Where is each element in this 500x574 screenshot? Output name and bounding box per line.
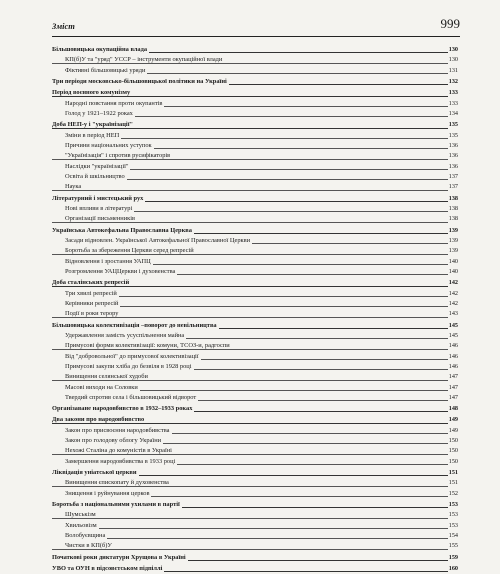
toc-entry-page: 150: [448, 436, 458, 446]
toc-subsection-entry: [52, 531, 458, 541]
toc-entry-title: Винищення єпископату й духовенства: [52, 479, 171, 486]
toc-entry-page: 138: [448, 204, 458, 214]
toc-entry-page: 130: [448, 45, 458, 55]
toc-leader-line: [52, 190, 458, 191]
toc-subsection-entry: [52, 446, 458, 456]
toc-entry-title: Боротьба за збереження Церкви серед репресій: [52, 247, 196, 254]
toc-entry-title: Боротьба з національними ухилами в партії: [52, 501, 180, 509]
toc-entry-title: Винищення селянської худоби: [52, 373, 150, 380]
toc-entry-page: 142: [448, 299, 458, 309]
toc-subsection-entry: [52, 109, 458, 119]
toc-entry-title: Організації письменників: [52, 215, 137, 222]
toc-entry-page: 147: [448, 393, 458, 403]
toc-subsection-entry: [52, 66, 458, 76]
toc-entry-title: Українська Автокефальна Православна Церква: [52, 226, 192, 234]
toc-entry-title: Доба сталінських репресій: [52, 279, 130, 287]
toc-entry-page: 132: [448, 77, 458, 87]
toc-entry-title: Період воєнного комунізму: [52, 89, 131, 97]
toc-entry-page: 147: [448, 372, 458, 382]
toc-entry-title: Початкові роки диктатури Хрущова в Україні: [52, 553, 186, 561]
toc-subsection-entry: [52, 141, 458, 151]
toc-entry-page: 146: [448, 352, 458, 362]
toc-entry-page: 139: [448, 236, 458, 246]
toc-entry-page: 150: [448, 457, 458, 467]
toc-subsection-entry: [52, 257, 458, 267]
toc-subsection-entry: [52, 151, 458, 161]
toc-entry-page: 135: [448, 120, 458, 130]
toc-entry-page: 143: [448, 309, 458, 319]
toc-entry-page: 133: [448, 88, 458, 98]
toc-entry-page: 146: [448, 341, 458, 351]
toc-entry-page: 133: [448, 99, 458, 109]
toc-subsection-entry: [52, 541, 458, 551]
toc-section-entry: [52, 415, 458, 425]
toc-subsection-entry: [52, 162, 458, 172]
toc-entry-page: 138: [448, 194, 458, 204]
toc-entry-title: Засади відновлен. Української Автокефальної Православної Церкви: [52, 237, 252, 244]
toc-entry-title: Відновлення і зростання УАПЦ: [52, 258, 153, 265]
toc-section-entry: [52, 564, 458, 574]
toc-entry-page: 152: [448, 489, 458, 499]
toc-subsection-entry: [52, 478, 458, 488]
toc-subsection-entry: [52, 309, 458, 319]
page-header: [52, 16, 460, 37]
toc-entry-title: Більшовицька окупаційна влада: [52, 46, 148, 53]
toc-section-entry: [52, 88, 458, 98]
toc-section-entry: [52, 278, 458, 288]
toc-entry-title: "Українізація" і спротив русифікаторів: [52, 152, 172, 159]
page-header-title: Зміст: [52, 21, 75, 31]
toc-subsection-entry: [52, 204, 458, 214]
toc-section-entry: [52, 500, 458, 510]
toc-subsection-entry: [52, 510, 458, 520]
toc-entry-page: 151: [448, 478, 458, 488]
toc-subsection-entry: [52, 383, 458, 393]
toc-entry-page: 145: [448, 331, 458, 341]
toc-subsection-entry: [52, 489, 458, 499]
toc-entry-title: Організаване народовбивство в 1932–1933 роках: [52, 405, 193, 413]
toc-entry-title: Голод у 1921–1922 роках: [52, 110, 135, 117]
toc-entry-page: 148: [448, 404, 458, 414]
toc-entry-title: Нехожі Сталіна до комуністів в Україні: [52, 447, 174, 454]
toc-entry-title: Освіта й шкільництво: [52, 173, 127, 180]
toc-entry-title: Твердий спротив села і більшовицький відворот: [52, 394, 198, 401]
toc-entry-title: Два закони про народовбивство: [52, 416, 145, 424]
toc-entry-title: Три періоди московсько-більшовицької політики на Україні: [52, 77, 227, 85]
toc-entry-title: Зміни в період НЕП: [52, 132, 121, 139]
toc-section-entry: [52, 226, 458, 236]
toc-entry-page: 142: [448, 289, 458, 299]
toc-subsection-entry: [52, 362, 458, 372]
toc-entry-page: 136: [448, 162, 458, 172]
toc-section-entry: [52, 45, 458, 55]
toc-entry-page: 142: [448, 278, 458, 288]
toc-entry-page: 159: [448, 553, 458, 563]
toc-entry-title: Від "добровольної" до примусової колективізації: [52, 353, 201, 360]
page-number: 999: [440, 16, 460, 31]
toc-entry-title: Масові виходи на Соловки: [52, 384, 140, 391]
toc-entry-title: Події в роки терору: [52, 310, 120, 317]
toc-entry-page: 139: [448, 246, 458, 256]
toc-section-entry: [52, 404, 458, 414]
toc-subsection-entry: [52, 372, 458, 382]
toc-entry-title: Ліквідація уніатської церкви: [52, 469, 137, 477]
toc-leader-line: [52, 528, 458, 529]
toc-subsection-entry: [52, 131, 458, 141]
toc-entry-title: Літературний і мистецький рух: [52, 194, 144, 202]
toc-entry-title: Причини національних уступок: [52, 142, 154, 149]
toc-entry-page: 131: [448, 66, 458, 76]
toc-subsection-entry: [52, 436, 458, 446]
toc-entry-page: 147: [448, 383, 458, 393]
toc-entry-title: Народні повстання проти окупантів: [52, 100, 164, 107]
toc-subsection-entry: [52, 457, 458, 467]
toc-subsection-entry: [52, 214, 458, 224]
toc-entry-title: Хвильовізм: [52, 522, 99, 529]
toc-subsection-entry: [52, 267, 458, 277]
toc-entry-title: Закон про голодову облогу України: [52, 437, 163, 444]
toc-entry-page: 153: [448, 500, 458, 510]
toc-subsection-entry: [52, 299, 458, 309]
toc-section-entry: [52, 77, 458, 87]
toc-entry-title: Примусові форми колективізації: комуни, ТСОЗ-и, радгоспи: [52, 342, 232, 349]
toc-entry-page: 149: [448, 426, 458, 436]
toc-entry-page: 138: [448, 214, 458, 224]
toc-entry-page: 136: [448, 151, 458, 161]
toc-entry-title: Закон про присвоєння народовбивства: [52, 427, 172, 434]
toc-subsection-entry: [52, 236, 458, 246]
toc-entry-page: 136: [448, 141, 458, 151]
toc-entry-page: 150: [448, 446, 458, 456]
toc-section-entry: [52, 553, 458, 563]
toc-entry-title: Волобуєвщина: [52, 532, 107, 539]
toc-subsection-entry: [52, 289, 458, 299]
toc-entry-page: 135: [448, 131, 458, 141]
toc-subsection-entry: [52, 331, 458, 341]
toc-subsection-entry: [52, 393, 458, 403]
toc-entry-title: Розгромлення УАЦЦеркви і духовенства: [52, 268, 177, 275]
toc-entry-title: КП(б)У та "уряд" УССР – інструменти окупаційної влади: [52, 56, 224, 63]
toc-entry-title: Чистки в КП(б)У: [52, 542, 114, 549]
toc-entry-title: Три хвилі репресій: [52, 290, 119, 297]
toc-section-entry: [52, 120, 458, 130]
toc-entry-page: 154: [448, 531, 458, 541]
toc-entry-page: 155: [448, 541, 458, 551]
toc-entry-page: 140: [448, 257, 458, 267]
toc-entry-page: 134: [448, 109, 458, 119]
toc-entry-title: Наслідки "українізації": [52, 163, 130, 170]
toc-entry-page: 130: [448, 55, 458, 65]
toc-entry-page: 140: [448, 267, 458, 277]
toc-entry-page: 153: [448, 510, 458, 520]
toc-entry-page: 146: [448, 362, 458, 372]
toc-subsection-entry: [52, 55, 458, 65]
toc-entry-page: 151: [448, 468, 458, 478]
toc-section-entry: [52, 321, 458, 331]
toc-leader-line: [52, 538, 458, 539]
toc-entry-title: Примусові закупи хліба до безвіля в 1928 році: [52, 363, 194, 370]
toc-entry-page: 137: [448, 182, 458, 192]
toc-entry-page: 139: [448, 226, 458, 236]
toc-entry-page: 160: [448, 564, 458, 574]
toc-entry-title: Фіктивні більшовицькі уряди: [52, 67, 147, 74]
toc-entry-title: Наука: [52, 183, 83, 190]
toc-subsection-entry: [52, 246, 458, 256]
toc-subsection-entry: [52, 182, 458, 192]
toc-entry-page: 137: [448, 172, 458, 182]
toc-entry-title: Доба НЕП-у і "українізації": [52, 121, 134, 129]
toc-entry-page: 149: [448, 415, 458, 425]
toc-entry-title: Нові впливи в літературі: [52, 205, 134, 212]
toc-subsection-entry: [52, 426, 458, 436]
toc-entry-title: Удержавлення замість усуспільнення майна: [52, 332, 186, 339]
toc-leader-line: [52, 518, 458, 519]
document-page: [40, 16, 472, 573]
toc-section-entry: [52, 468, 458, 478]
toc-entry-title: Знищення і руйнування церков: [52, 490, 151, 497]
toc-entry-title: Шумськізм: [52, 511, 98, 518]
toc-entry-page: 153: [448, 521, 458, 531]
toc-section-entry: [52, 194, 458, 204]
toc-entry-title: Замершення народовбивства в 1933 році: [52, 458, 177, 465]
toc-entry-title: Керівники репресій: [52, 300, 120, 307]
toc-subsection-entry: [52, 99, 458, 109]
toc-subsection-entry: [52, 341, 458, 351]
toc-subsection-entry: [52, 352, 458, 362]
toc-subsection-entry: [52, 172, 458, 182]
toc-entry-title: Більшовицька колективізація –поворот до невільництва: [52, 321, 217, 329]
toc-subsection-entry: [52, 521, 458, 531]
table-of-contents: [52, 44, 458, 574]
toc-entry-title: УВО та ОУН в підсовєтськом підпіллі: [52, 565, 163, 573]
toc-entry-page: 145: [448, 321, 458, 331]
